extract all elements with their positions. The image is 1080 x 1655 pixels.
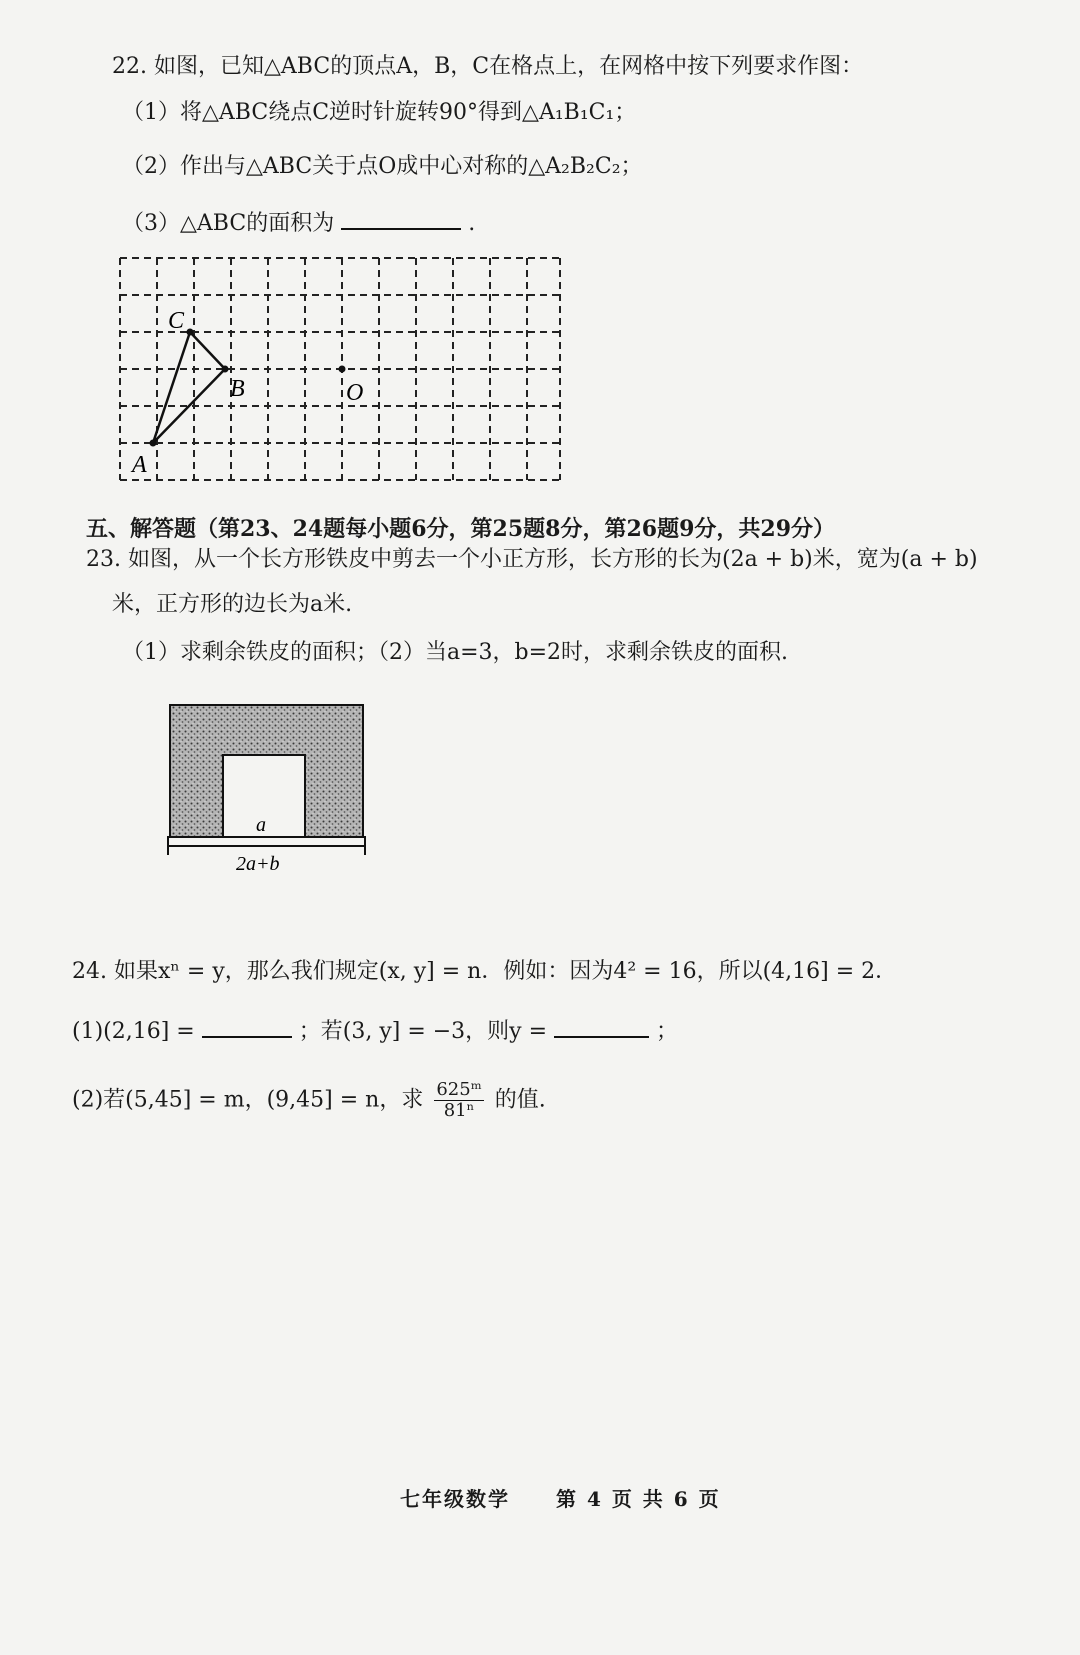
q24-blank-2[interactable] <box>554 1016 649 1038</box>
q23-label-length: 2a+b <box>236 853 280 875</box>
section5-title: 五、解答题（第23、24题每小题6分，第25题8分，第26题9分，共29分） <box>86 516 836 542</box>
footer-page-number: 第 4 页 共 6 页 <box>556 1487 721 1511</box>
q23-label-a: a <box>256 814 266 836</box>
label-a: A <box>132 452 147 478</box>
q22-area-blank[interactable] <box>341 208 461 230</box>
q24-part2 <box>72 1080 546 1121</box>
q22-grid-figure <box>110 250 570 490</box>
q23-stem-line2: 米，正方形的边长为a米. <box>112 592 353 617</box>
label-b: B <box>230 376 245 402</box>
fraction-denominator: 81ⁿ <box>443 1100 475 1121</box>
label-o: O <box>346 380 364 406</box>
q22-stem: 22. 如图，已知△ABC的顶点A，B，C在格点上，在网格中按下列要求作图： <box>112 54 864 79</box>
q24-part1-b: ；若(3, y] = −3，则y = <box>298 1019 548 1044</box>
q22-part3 <box>122 208 475 239</box>
q24-part1-a: (1)(2,16] = <box>72 1019 195 1044</box>
point-o <box>339 366 346 373</box>
label-c: C <box>168 308 185 334</box>
q24-blank-1[interactable] <box>202 1016 292 1038</box>
q22-part2: （2）作出与△ABC关于点O成中心对称的△A₂B₂C₂； <box>122 154 643 179</box>
q22-part3-end: . <box>468 211 476 236</box>
q24-fraction <box>434 1080 483 1121</box>
q23-parts: （1）求剩余铁皮的面积；（2）当a=3，b=2时，求剩余铁皮的面积. <box>122 640 789 665</box>
q22-part1: （1）将△ABC绕点C逆时针旋转90°得到△A₁B₁C₁； <box>122 100 637 125</box>
q22-part3-text: （3）△ABC的面积为 <box>122 211 335 236</box>
fraction-numerator: 625ᵐ <box>436 1079 482 1100</box>
q24-part2-b: 的值. <box>494 1087 546 1113</box>
q24-part1-c: ； <box>656 1019 679 1044</box>
q23-figure <box>160 700 380 880</box>
point-a <box>150 440 157 447</box>
q24-part1 <box>72 1016 678 1047</box>
q23-stem-line1: 23. 如图，从一个长方形铁皮中剪去一个小正方形，长方形的长为(2a + b)米，宽为(a + b) <box>86 547 978 572</box>
point-c <box>187 329 194 336</box>
point-b <box>222 366 229 373</box>
footer-subject: 七年级数学 <box>400 1487 510 1511</box>
triangle-abc <box>153 332 225 443</box>
q24-part2-a: (2)若(5,45] = m，(9,45] = n，求 <box>72 1087 424 1113</box>
q24-stem: 24. 如果xⁿ = y，那么我们规定(x, y] = n．例如：因为4² = 16，所以(4,16] = 2． <box>72 959 898 984</box>
